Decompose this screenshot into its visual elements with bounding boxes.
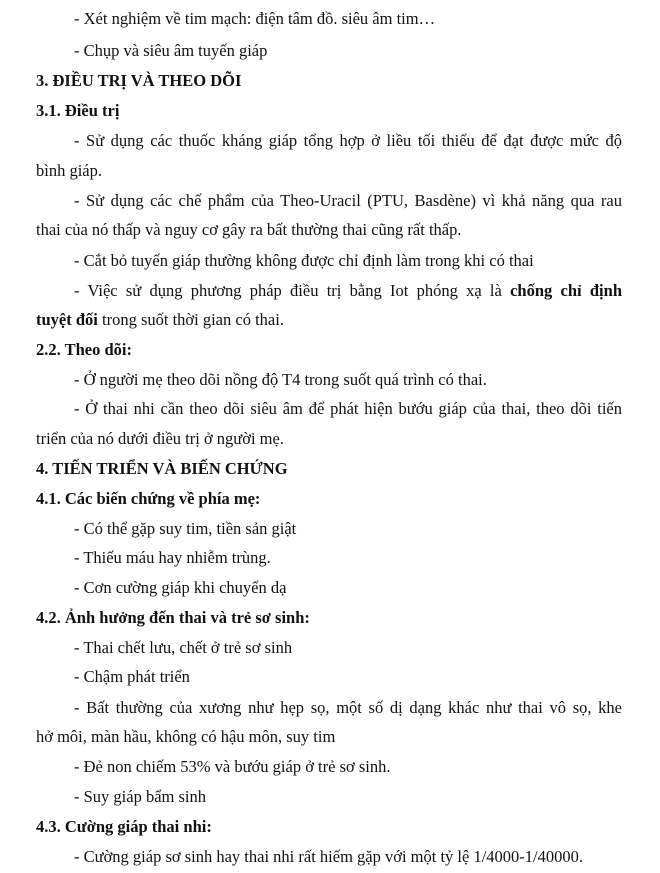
para-skeletal-line1: - Bất thường của xương như hẹp sọ, một số dị dạng khác như thai vô sọ, khe [74,698,622,717]
para-fetal-monitor-line1: - Ở thai nhi cần theo dõi siêu âm để phát hiện bướu giáp của thai, theo dõi tiến [74,399,622,418]
bullet-growth-delay: - Chậm phát triển [74,667,190,686]
bullet-anemia: - Thiếu máu hay nhiễm trùng. [74,548,271,567]
bullet-congenital-hypothyroid: - Suy giáp bẩm sinh [74,787,206,806]
bullet-thyroid-storm: - Cơn cường giáp khi chuyển dạ [74,578,287,597]
para-antithyroid-line2: bình giáp. [36,161,102,180]
heading-4-2: 4.2. Ảnh hưởng đến thai và trẻ sơ sinh: [36,608,310,627]
iodine-emphasis: chống chỉ định [510,281,622,300]
bullet-neonatal-hyperthyroid: - Cường giáp sơ sinh hay thai nhi rất hiếm gặp với một tỷ lệ 1/4000-1/40000. [74,847,583,866]
iodine-text-2: trong suốt thời gian có thai. [97,310,284,329]
para-ptu-line2: thai của nó thấp và nguy cơ gây ra bất thường thai cũng rất thấp. [36,220,462,239]
para-antithyroid-line1: - Sử dụng các thuốc kháng giáp tổng hợp ở liều tối thiểu để đạt được mức độ [74,131,622,150]
iodine-emphasis-2: tuyệt đối [36,310,98,329]
para-fetal-monitor-line2: triển của nó dưới điều trị ở người mẹ. [36,429,284,448]
bullet-cardiac-tests: - Xét nghiệm về tim mạch: điện tâm đồ. siêu âm tim… [74,9,436,28]
heading-4-3: 4.3. Cường giáp thai nhi: [36,817,212,836]
para-iodine-line1 [74,280,622,302]
heading-3-1: 3.1. Điều trị [36,101,120,120]
iodine-text: - Việc sử dụng phương pháp điều trị bằng Iot phóng xạ là [74,281,511,300]
heading-2-2: 2.2. Theo dõi: [36,340,132,359]
heading-section-3: 3. ĐIỀU TRỊ VÀ THEO DÕI [36,71,242,90]
bullet-stillbirth: - Thai chết lưu, chết ở trẻ sơ sinh [74,638,293,657]
bullet-thyroid-imaging: - Chụp và siêu âm tuyến giáp [74,41,268,60]
bullet-heart-failure: - Có thể gặp suy tim, tiền sản giật [74,519,297,538]
bullet-preterm: - Đẻ non chiếm 53% và bướu giáp ở trẻ sơ sinh. [74,757,391,776]
bullet-mother-t4: - Ở người mẹ theo dõi nồng độ T4 trong suốt quá trình có thai. [74,370,487,389]
para-iodine-line2 [36,309,636,331]
para-ptu-line1: - Sử dụng các chế phẩm của Theo-Uracil (PTU, Basdène) vì khả năng qua rau [74,191,622,210]
para-skeletal-line2: hở môi, màn hầu, không có hậu môn, suy tim [36,727,336,746]
bullet-thyroidectomy: - Cắt bỏ tuyến giáp thường không được chỉ định làm trong khi có thai [74,251,534,270]
heading-4-1: 4.1. Các biến chứng về phía mẹ: [36,489,261,508]
heading-section-4: 4. TIẾN TRIỂN VÀ BIẾN CHỨNG [36,459,288,478]
